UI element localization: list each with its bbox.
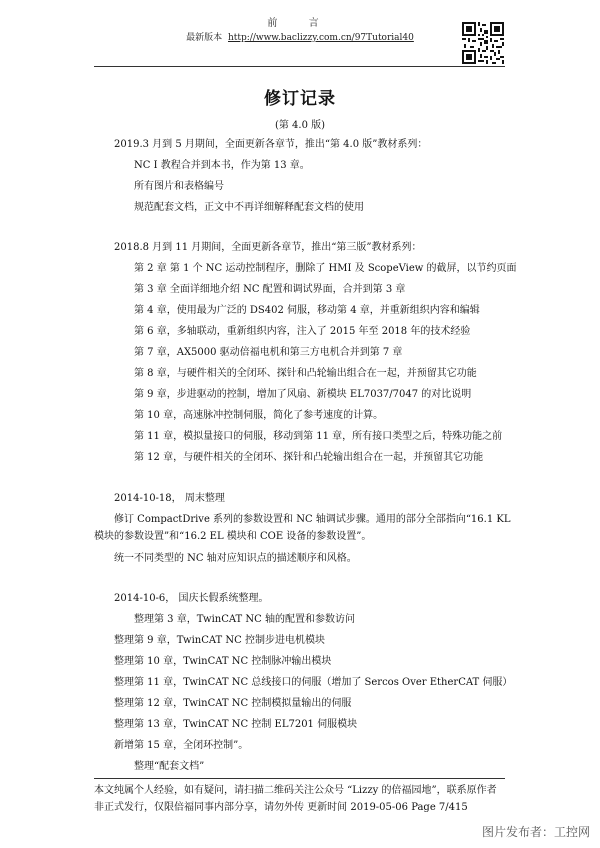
paragraph-line: 第 10 章，高速脉冲控制伺服，简化了参考速度的计算。 [134,410,384,421]
paragraph-line: 统一不同类型的 NC 轴对应知识点的描述顺序和风格。 [114,553,357,564]
paragraph-line: 第 12 章，与硬件相关的全闭环、探针和凸轮输出组合在一起，并预留其它功能 [134,452,484,463]
paragraph-line: 整理第 10 章，TwinCAT NC 控制脉冲输出模块 [114,656,332,667]
paragraph-line: NC I 教程合并到本书，作为第 13 章。 [134,160,310,171]
paragraph-line: 第 4 章，使用最为广泛的 DS402 伺服，移动第 4 章，并重新组织内容和编辑 [134,305,480,316]
footer-note-line-2: 非正式发行，仅限倍福同事内部分享，请勿外传 更新时间 2019-05-06 Page 7/415 [94,802,468,813]
paragraph-line: 修订 CompactDrive 系列的参数设置和 NC 轴调试步骤。通用的部分全部指向“16.1 KL [114,514,511,525]
tutorial-url-link[interactable]: http://www.baclizzy.com.cn/97Tutorial40 [228,33,414,43]
document-version: (第 4.0 版) [274,120,326,131]
paragraph-line: 2018.8 月到 11 月期间，全面更新各章节，推出“第三版”教材系列： [114,242,422,253]
footer-note-line-1: 本文纯属个人经验，如有疑问，请扫描二维码关注公众号 “Lizzy 的倍福园地”，联系原作者 [94,785,497,796]
latest-version-label: 最新版本 [186,33,223,43]
publisher-watermark: 图片发布者：工控网 [481,825,590,839]
paragraph-line: 整理第 3 章，TwinCAT NC 轴的配置和参数访问 [134,614,355,625]
paragraph-line: 第 6 章，多轴联动，重新组织内容，注入了 2015 年至 2018 年的技术经验 [134,326,471,337]
header-subtitle [0,30,600,43]
paragraph-line: 2014-10-6， 国庆长假系统整理。 [114,593,269,604]
paragraph-line: 整理第 9 章，TwinCAT NC 控制步进电机模块 [114,635,325,646]
paragraph-line: 规范配套文档，正文中不再详细解释配套文档的使用 [134,202,364,213]
paragraph-line: 第 3 章 全面详细地介绍 NC 配置和调试界面，合并到第 3 章 [134,284,406,295]
paragraph-line: 整理第 11 章，TwinCAT NC 总线接口的伺服（增加了 Sercos Over EtherCAT 伺服） [114,677,513,688]
paragraph-line: 第 9 章，步进驱动的控制，增加了风扇、新模块 EL7037/7047 的对比说明 [134,389,472,400]
document-title: 修订记录 [264,89,336,109]
paragraph-line: 第 7 章，AX5000 驱动倍福电机和第三方电机合并到第 7 章 [134,347,403,358]
paragraph-line: 整理第 12 章，TwinCAT NC 控制模拟量输出的伺服 [114,698,352,709]
paragraph-line: 2014-10-18， 周末整理 [114,493,225,504]
paragraph-line: 2019.3 月到 5 月期间，全面更新各章节，推出“第 4.0 版”教材系列： [114,139,428,150]
paragraph-line: 所有图片和表格编号 [134,181,224,192]
paragraph-line: 整理第 13 章，TwinCAT NC 控制 EL7201 伺服模块 [114,719,358,730]
header-divider [94,66,505,67]
paragraph-line: 第 2 章 第 1 个 NC 运动控制程序，删除了 HMI 及 ScopeView 的截屏，以节约页面 [134,263,517,274]
qr-code-icon [462,22,504,64]
paragraph-line: 第 8 章，与硬件相关的全闭环、探针和凸轮输出组合在一起，并预留其它功能 [134,368,477,379]
header-title: 前 言 [267,18,333,29]
paragraph-line: 第 11 章，模拟量接口的伺服，移动到第 11 章，所有接口类型之后，特殊功能之前 [134,431,503,442]
paragraph-line: 整理“配套文档” [134,761,205,772]
paragraph-line: 新增第 15 章，全闭环控制”。 [114,740,249,751]
paragraph-line: 模块的参数设置”和“16.2 EL 模块和 COE 设备的参数设置”。 [94,531,372,542]
footer-divider [94,778,505,779]
